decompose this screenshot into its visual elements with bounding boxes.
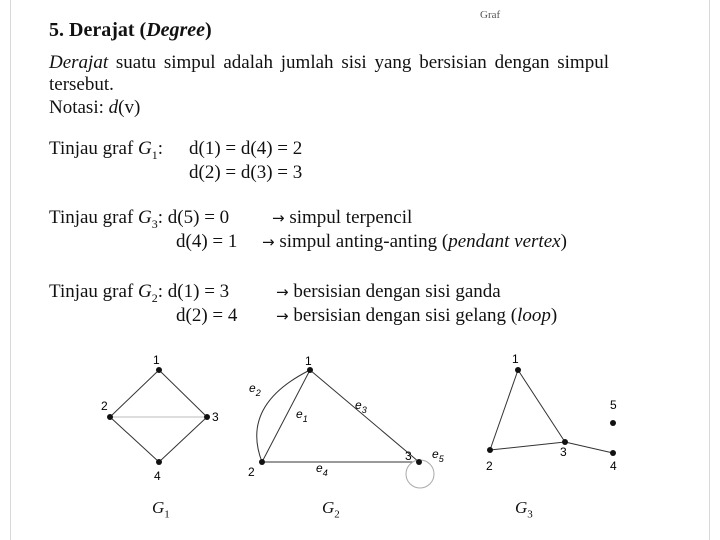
g3-edge-3-4 <box>565 442 613 453</box>
g3-edge-1-2 <box>490 370 518 450</box>
g3-note2-italic: pendant vertex <box>448 231 561 252</box>
g3-review-sub: 3 <box>151 216 158 231</box>
notation-prefix: Notasi: <box>49 97 109 118</box>
g3-vertex-2 <box>487 447 493 453</box>
g1-review-graph: G <box>138 138 152 159</box>
graph-g3 <box>486 352 617 473</box>
g1-review-eq2: d(2) = d(3) = 3 <box>189 162 303 183</box>
g2-label-1: 1 <box>305 354 312 368</box>
g3-label-2: 2 <box>486 459 493 473</box>
arrow-icon: → <box>276 283 289 301</box>
g3-edge-2-3 <box>490 442 565 450</box>
g3-edge-1-3 <box>518 370 565 442</box>
notation-arg: (v) <box>118 97 141 118</box>
g3-label-4: 4 <box>610 459 617 473</box>
g1-edge-1-3 <box>159 370 207 417</box>
arrow-icon: → <box>272 209 285 227</box>
g2-edge-label-e4: $e_4$ <box>316 461 328 478</box>
g3-review-eq2: d(4) = 1 <box>176 231 238 252</box>
g2-edge-label-e1: $e_1$ <box>296 407 308 424</box>
g2-vertex-3 <box>416 459 422 465</box>
g2-review-colon: : <box>157 281 168 302</box>
g2-review-eq1: d(1) = 3 <box>167 281 230 302</box>
g2-edge-label-e2: $e_2$ <box>249 381 261 398</box>
g3-review-colon: : <box>157 207 168 228</box>
g3-review-eq1: d(5) = 0 <box>167 207 230 228</box>
g3-review-lead: Tinjau graf <box>49 207 139 228</box>
g1-edge-1-2 <box>110 370 159 417</box>
g3-label-1: 1 <box>512 352 519 366</box>
arrow-icon: → <box>262 233 275 251</box>
title-close: ) <box>205 19 212 41</box>
g1-review-lead: Tinjau graf <box>49 138 139 159</box>
g2-note1-text: bersisian dengan sisi ganda <box>293 281 501 302</box>
g2-note2-b: ) <box>550 305 558 326</box>
g2-review-graph: G <box>138 281 152 302</box>
g3-label-3: 3 <box>560 445 567 459</box>
g2-edge-label-e3: $e_3$ <box>355 398 367 415</box>
g2-edge-e3 <box>310 370 419 462</box>
g2-review-lead: Tinjau graf <box>49 281 139 302</box>
graph-g1 <box>101 353 219 483</box>
g3-label-5: 5 <box>610 398 617 412</box>
g2-note2-italic: loop <box>517 305 551 326</box>
notation-fn: d <box>108 97 119 118</box>
caption-g2: $G_2$ <box>322 498 340 521</box>
g3-note2-b: ) <box>560 231 567 252</box>
g2-label-2: 2 <box>248 465 255 479</box>
arrow-icon: → <box>276 307 289 325</box>
g3-note2-a: simpul anting-anting ( <box>279 231 449 252</box>
g2-vertex-2 <box>259 459 265 465</box>
g2-review-eq2: d(2) = 4 <box>176 305 238 326</box>
g1-label-2: 2 <box>101 399 108 413</box>
g3-vertex-4 <box>610 450 616 456</box>
caption-g3: $G_3$ <box>515 498 533 521</box>
definition-term: Derajat <box>49 52 109 73</box>
g1-review-eq1: d(1) = d(4) = 2 <box>189 138 303 159</box>
g2-note2-a: bersisian dengan sisi gelang ( <box>293 305 518 326</box>
g1-edge-3-4 <box>159 417 207 462</box>
graph-g2 <box>248 354 445 488</box>
g1-label-4: 4 <box>154 469 161 483</box>
g3-review-graph: G <box>138 207 152 228</box>
g1-vertex-4 <box>156 459 162 465</box>
g2-label-3: 3 <box>405 449 412 463</box>
g2-review-sub: 2 <box>151 290 158 305</box>
g2-edge-label-e5: $e_5$ <box>432 447 444 464</box>
g1-edge-2-4 <box>110 417 159 462</box>
title-text: 5. Derajat ( <box>49 19 147 41</box>
g1-review-sub: 1 <box>151 147 158 162</box>
definition-text: suatu simpul adalah jumlah sisi yang bersisian dengan simpul tersebut. <box>49 52 609 95</box>
g1-vertex-3 <box>204 414 210 420</box>
g1-vertex-1 <box>156 367 162 373</box>
g3-vertex-5 <box>610 420 616 426</box>
g1-label-1: 1 <box>153 353 160 367</box>
caption-g1: $G_1$ <box>152 498 170 521</box>
g1-review-colon: : <box>157 138 164 159</box>
title-italic: Degree <box>146 19 206 41</box>
g1-label-3: 3 <box>212 410 219 424</box>
header-tag: Graf <box>480 9 501 21</box>
g1-vertex-2 <box>107 414 113 420</box>
g3-note1-text: simpul terpencil <box>289 207 413 228</box>
g3-vertex-1 <box>515 367 521 373</box>
